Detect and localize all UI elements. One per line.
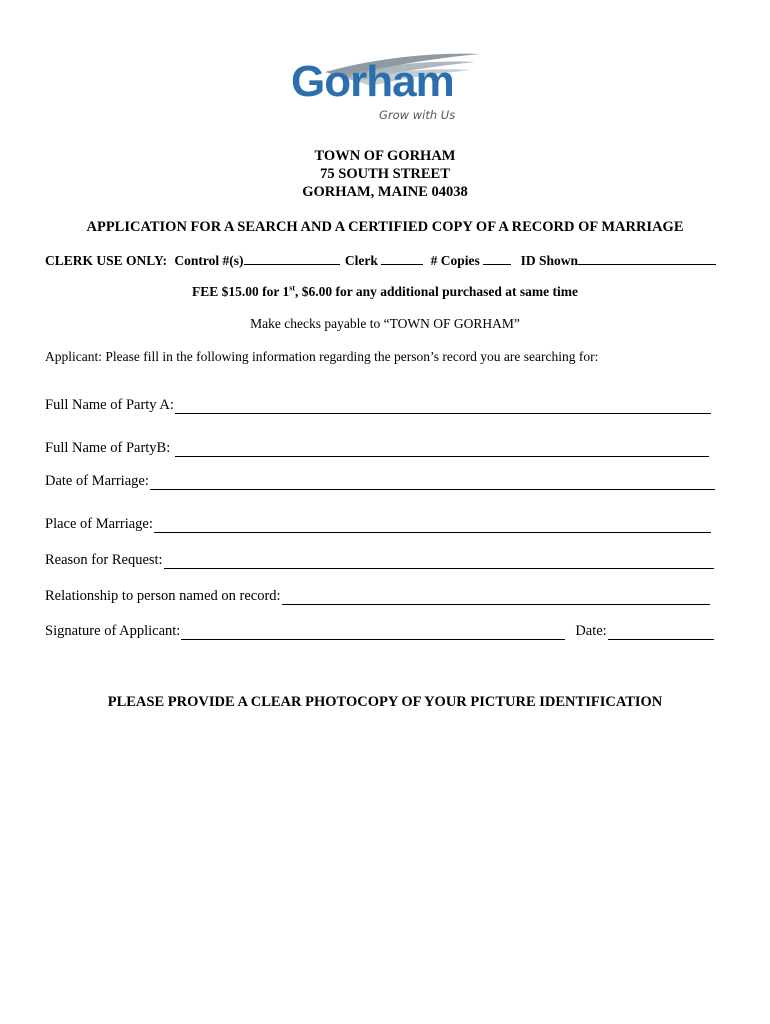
- party-a-label: Full Name of Party A:: [45, 397, 174, 413]
- city-state-zip: GORHAM, MAINE 04038: [302, 184, 468, 200]
- signature-label: Signature of Applicant:: [45, 623, 181, 639]
- street-address: 75 SOUTH STREET: [320, 166, 450, 182]
- checks-payable-note: Make checks payable to “TOWN OF GORHAM”: [250, 316, 520, 331]
- photo-id-notice: PLEASE PROVIDE A CLEAR PHOTOCOPY OF YOUR PICTURE IDENTIFICATION: [107, 694, 663, 710]
- applicant-instructions: Applicant: Please fill in the following information regarding the person’s record you are searching for:: [45, 349, 599, 364]
- date-label: Date:: [575, 623, 607, 639]
- town-name: TOWN OF GORHAM: [314, 148, 456, 164]
- party-b-row: [45, 440, 709, 457]
- place-of-marriage-field[interactable]: [154, 518, 711, 533]
- signature-field[interactable]: [181, 625, 565, 640]
- fee-statement: [0, 284, 770, 300]
- id-shown-field[interactable]: [578, 252, 716, 265]
- gorham-logo: [285, 50, 485, 128]
- place-of-marriage-row: [45, 516, 711, 533]
- clerk-field[interactable]: [381, 252, 423, 265]
- copies-field[interactable]: [483, 252, 511, 265]
- date-of-marriage-row: [45, 473, 715, 490]
- control-number-label: Control #(s): [174, 253, 244, 268]
- date-field[interactable]: [608, 625, 714, 640]
- id-shown-label: ID Shown: [520, 253, 578, 268]
- form-title: APPLICATION FOR A SEARCH AND A CERTIFIED COPY OF A RECORD OF MARRIAGE: [86, 219, 684, 235]
- date-of-marriage-label: Date of Marriage:: [45, 473, 149, 489]
- reason-label: Reason for Request:: [45, 552, 163, 568]
- copies-label: # Copies: [430, 253, 480, 268]
- logo-wordmark: Gorham: [291, 57, 454, 106]
- logo-tagline: Grow with Us: [379, 108, 456, 122]
- signature-row: [45, 623, 714, 640]
- clerk-use-section: [45, 252, 735, 269]
- fee-text-rest: , $6.00 for any additional purchased at same time: [295, 284, 579, 299]
- party-a-field[interactable]: [175, 399, 711, 414]
- fee-text-first: FEE $15.00 for 1: [191, 284, 290, 299]
- fee-superscript: st: [289, 283, 295, 293]
- clerk-label: Clerk: [344, 253, 378, 268]
- party-a-row: [45, 397, 711, 414]
- place-of-marriage-label: Place of Marriage:: [45, 516, 153, 532]
- control-number-field[interactable]: [244, 252, 340, 265]
- relationship-field[interactable]: [282, 590, 710, 605]
- reason-field[interactable]: [164, 554, 714, 569]
- party-b-label: Full Name of PartyB:: [45, 440, 171, 456]
- party-b-field[interactable]: [175, 442, 709, 457]
- reason-row: [45, 552, 714, 569]
- relationship-row: [45, 588, 710, 605]
- relationship-label: Relationship to person named on record:: [45, 588, 281, 604]
- date-of-marriage-field[interactable]: [150, 475, 715, 490]
- clerk-use-label: CLERK USE ONLY:: [45, 253, 168, 268]
